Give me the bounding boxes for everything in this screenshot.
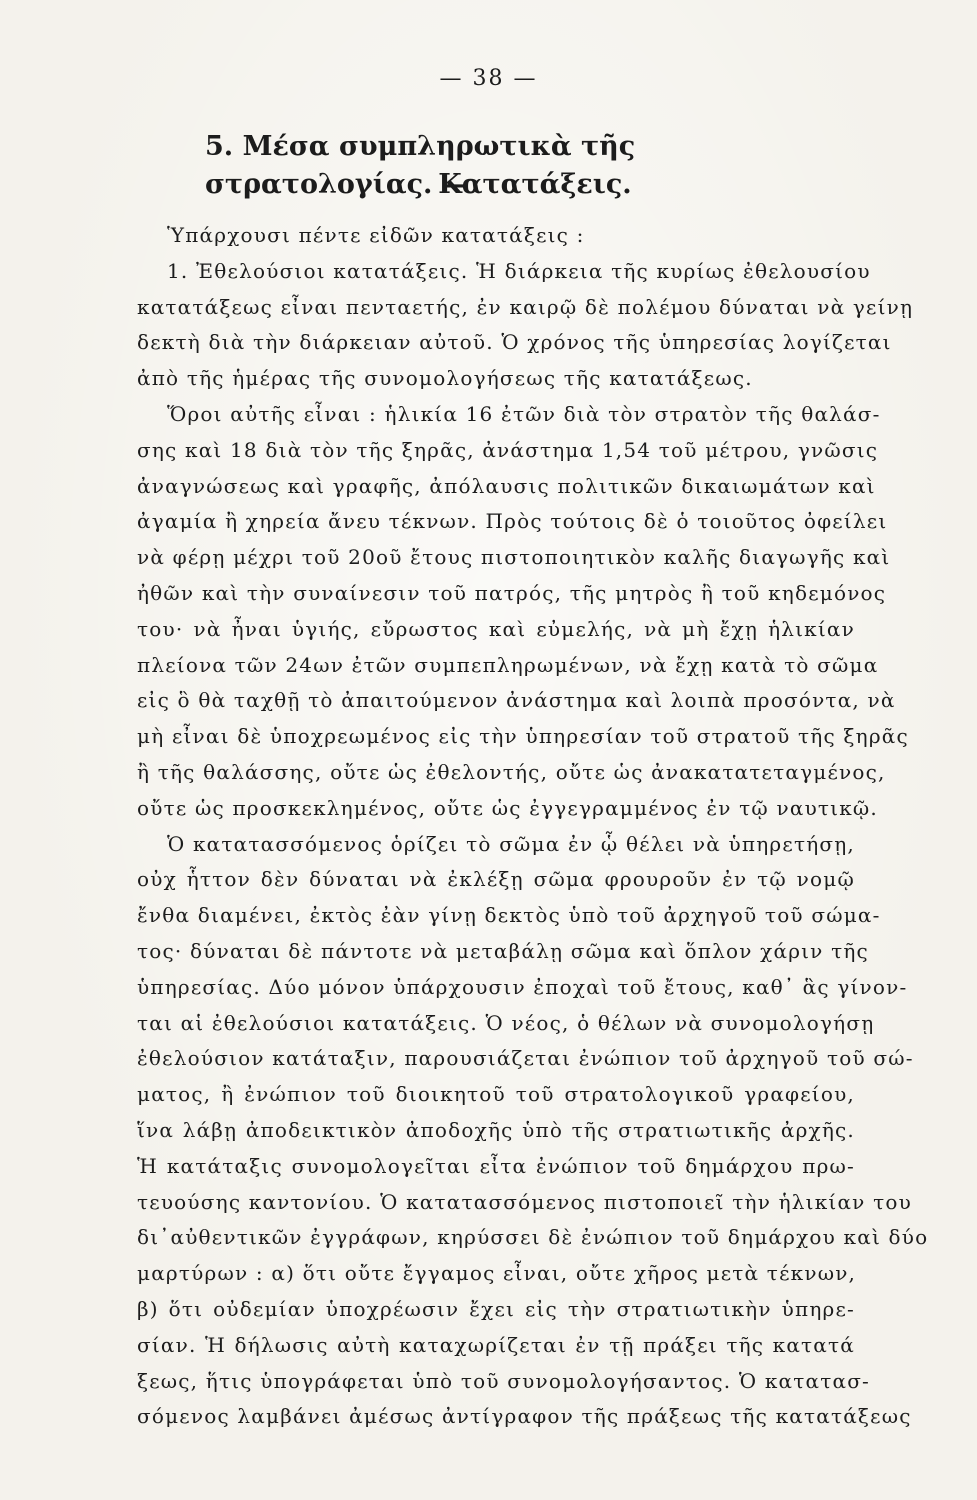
section-heading-line-2: Κατατάξεις. bbox=[438, 169, 632, 200]
text-line: ται αἱ ἐθελούσιοι κατατάξεις. Ὁ νέος, ὁ θέλων νὰ συνομολογήσῃ bbox=[137, 1010, 875, 1035]
text-line: Ὁ κατατασσόμενος ὁρίζει τὸ σῶμα ἐν ᾧ θέλει νὰ ὑπηρετήσῃ, bbox=[167, 831, 855, 856]
text-line: ἀναγνώσεως καὶ γραφῆς, ἀπόλαυσις πολιτικῶν δικαιωμάτων καὶ bbox=[137, 473, 876, 498]
text-line: πλείονα τῶν 24ων ἐτῶν συμπεπληρωμένων, νὰ ἔχῃ κατὰ τὸ σῶμα bbox=[137, 652, 879, 677]
text-line: ἐθελούσιον κατάταξιν, παρουσιάζεται ἐνώπιον τοῦ ἀρχηγοῦ τοῦ σώ- bbox=[137, 1046, 914, 1071]
text-line: ἔνθα διαμένει, ἐκτὸς ἐὰν γίνῃ δεκτὸς ὑπὸ τοῦ ἀρχηγοῦ τοῦ σώμα- bbox=[137, 903, 881, 928]
section-heading-line-1: 5. Μέσα συμπληρωτικὰ τῆς στρατολογίας. — bbox=[205, 131, 636, 200]
text-line: εἰς ὃ θὰ ταχθῇ τὸ ἀπαιτούμενον ἀνάστημα καὶ λοιπὰ προσόντα, νὰ bbox=[137, 688, 896, 713]
text-line: ξεως, ἥτις ὑπογράφεται ὑπὸ τοῦ συνομολογήσαντος. Ὁ κατατασ- bbox=[137, 1368, 871, 1393]
text-line: οὔτε ὡς προσκεκλημένος, οὔτε ὡς ἐγγεγραμμένος ἐν τῷ ναυτικῷ. bbox=[137, 795, 878, 820]
text-line: ἢ τῆς θαλάσσης, οὔτε ὡς ἐθελοντής, οὔτε ὡς ἀνακατατεταγμένος, bbox=[137, 759, 886, 784]
text-line: σόμενος λαμβάνει ἀμέσως ἀντίγραφον τῆς πράξεως τῆς κατατάξεως bbox=[137, 1404, 912, 1429]
text-line: Ὅροι αὐτῆς εἶναι : ἡλικία 16 ἐτῶν διὰ τὸν στρατὸν τῆς θαλάσ- bbox=[167, 401, 881, 426]
text-line: τος· δύναται δὲ πάντοτε νὰ μεταβάλῃ σῶμα καὶ ὅπλον χάριν τῆς bbox=[137, 938, 869, 963]
text-line: ἵνα λάβῃ ἀποδεικτικὸν ἀποδοχῆς ὑπὸ τῆς στρατιωτικῆς ἀρχῆς. bbox=[137, 1117, 855, 1142]
text-line: σης καὶ 18 διὰ τὸν τῆς ξηρᾶς, ἀνάστημα 1,54 τοῦ μέτρου, γνῶσις bbox=[137, 437, 879, 462]
page-number: — 38 — bbox=[439, 66, 538, 91]
text-line: ἠθῶν καὶ τὴν συναίνεσιν τοῦ πατρός, τῆς μητρὸς ἢ τοῦ κηδεμόνος bbox=[137, 580, 887, 605]
text-line: ματος, ἢ ἐνώπιον τοῦ διοικητοῦ τοῦ στρατολογικοῦ γραφείου, bbox=[137, 1082, 855, 1107]
text-line: β) ὅτι οὐδεμίαν ὑποχρέωσιν ἔχει εἰς τὴν στρατιωτικὴν ὑπηρε- bbox=[137, 1296, 855, 1321]
text-line: δι᾽αὐθεντικῶν ἐγγράφων, κηρύσσει δὲ ἐνώπιον τοῦ δημάρχου καὶ δύο bbox=[137, 1225, 929, 1250]
text-line: μαρτύρων : α) ὅτι οὔτε ἔγγαμος εἶναι, οὔτε χῆρος μετὰ τέκνων, bbox=[137, 1261, 857, 1286]
text-line: οὐχ ἧττον δὲν δύναται νὰ ἐκλέξῃ σῶμα φρουροῦν ἐν τῷ νομῷ bbox=[137, 867, 855, 892]
text-line: του· νὰ ἦναι ὑγιής, εὔρωστος καὶ εὐμελής, νὰ μὴ ἔχῃ ἡλικίαν bbox=[137, 616, 855, 641]
text-line: Ἡ κατάταξις συνομολογεῖται εἶτα ἐνώπιον τοῦ δημάρχου πρω- bbox=[137, 1153, 855, 1178]
text-line: δεκτὴ διὰ τὴν διάρκειαν αὐτοῦ. Ὁ χρόνος τῆς ὑπηρεσίας λογίζεται bbox=[137, 330, 892, 355]
text-line: 1. Ἐθελούσιοι κατατάξεις. Ἡ διάρκεια τῆς κυρίως ἐθελουσίου bbox=[167, 258, 871, 283]
text-line: Ὑπάρχουσι πέντε εἰδῶν κατατάξεις : bbox=[167, 223, 585, 247]
text-line: ἀγαμία ἢ χηρεία ἄνευ τέκνων. Πρὸς τούτοις δὲ ὁ τοιοῦτος ὀφείλει bbox=[137, 509, 888, 534]
text-line: κατατάξεως εἶναι πενταετής, ἐν καιρῷ δὲ πολέμου δύναται νὰ γείνῃ bbox=[137, 294, 914, 319]
body-text bbox=[137, 218, 929, 1435]
text-line: νὰ φέρῃ μέχρι τοῦ 20οῦ ἔτους πιστοποιητικὸν καλῆς διαγωγῆς καὶ bbox=[137, 545, 891, 570]
text-line: μὴ εἶναι δὲ ὑποχρεωμένος εἰς τὴν ὑπηρεσίαν τοῦ στρατοῦ τῆς ξηρᾶς bbox=[137, 724, 909, 749]
text-line: τευούσης καντονίου. Ὁ κατατασσόμενος πιστοποιεῖ τὴν ἡλικίαν του bbox=[137, 1189, 912, 1214]
text-line: σίαν. Ἡ δήλωσις αὐτὴ καταχωρίζεται ἐν τῇ πράξει τῆς κατατά bbox=[137, 1332, 855, 1357]
text-line: ὑπηρεσίας. Δύο μόνον ὑπάρχουσιν ἐποχαὶ τοῦ ἔτους, καθ᾽ ἃς γίνον- bbox=[137, 974, 908, 999]
text-line: ἀπὸ τῆς ἡμέρας τῆς συνομολογήσεως τῆς κατατάξεως. bbox=[137, 366, 753, 391]
